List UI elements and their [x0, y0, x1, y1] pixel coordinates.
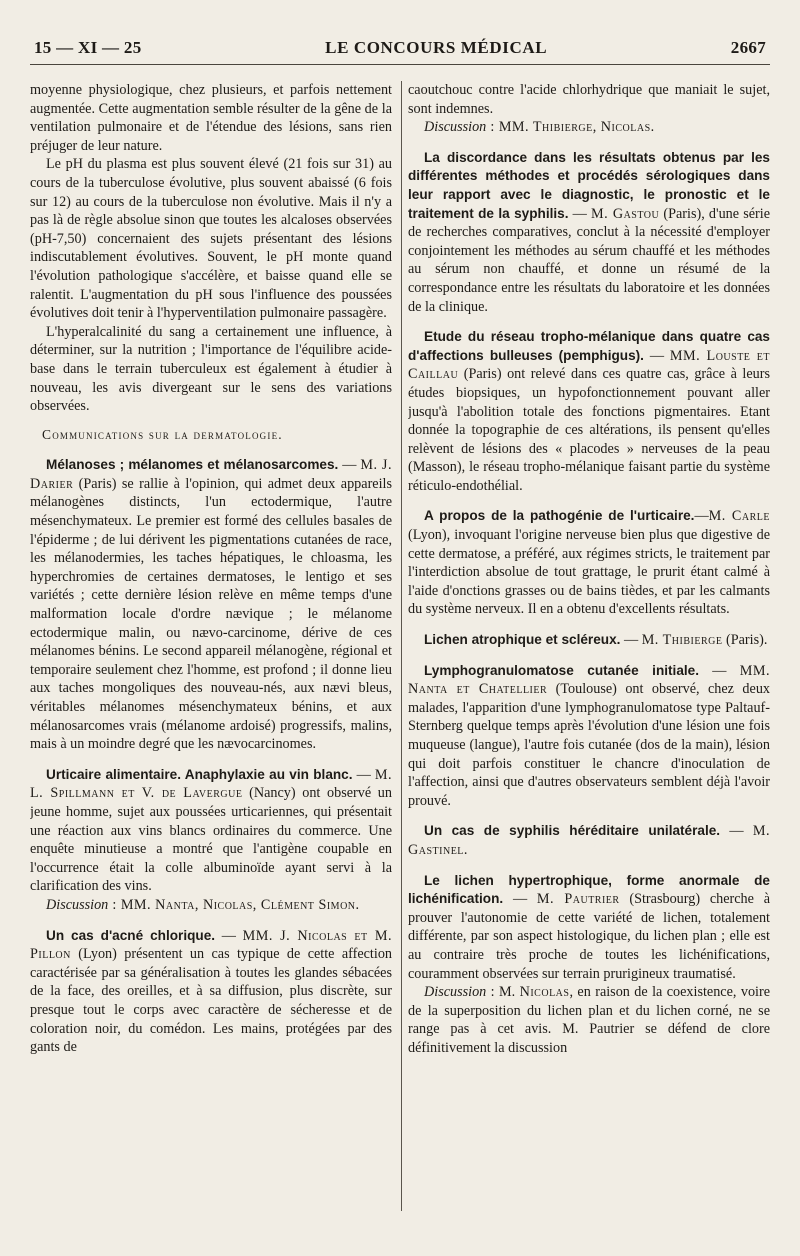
communication-text: (Strasbourg) cherche à prouver l'autonomie de cette variété de lichen, totalement différente, par son aspect histologique, du lichen plan ; elle est au contraire très proche de toutes les lichénifications, couramment observées sur terrain prurigineux traumatisé.	[408, 891, 770, 982]
communication-text: (Paris), d'une série de recherches comparatives, conclut à la nécessité d'employer conjointement les méthodes au sérum chauffé et les méthodes au sérum non chauffé, et donne un résumé de la correspondance entre les résultats du laboratoire et les données de la clinique.	[408, 205, 770, 315]
communication-title: Lymphogranulomatose cutanée initiale.	[424, 662, 699, 678]
author: M. Pautrier	[536, 891, 620, 908]
communication-reseau-tropho-melanique: Etude du réseau tropho-mélanique dans quatre cas d'affections bulleuses (pemphigus). — MM. Louste et Caillau (Paris) ont relevé dans ces quatre cas, grâce à leurs études biopsiques, un hypofonctionnement pouvant aller jusqu'à l'abolition totale des fonctions pigmentaires. Etant donnée la topographie de ces altérations, ils pensent qu'elles relèvent de lésions des « placodes » nerveuses de la peau (Masson), le réseau tropho-mélanique faisant partie du système réticulo-endothélial.	[408, 329, 770, 494]
author: M. J. Darier	[30, 457, 392, 492]
discussion-text: : M.	[486, 984, 520, 1001]
author: M. L. Spillmann et V. de Lavergue	[30, 766, 392, 802]
communication-melanoses: Mélanoses ; mélanomes et mélanosarcomes. — M. J. Darier (Paris) se rallie à l'opinion, qui admet deux appareils mélanogènes distincts, l'un ectodermique, l'autre mésenchymateux. Le premier est formé des cellules basales de l'épiderme ; de lui dérivent les pigmentations cutanées de race, les mélanodermies, les taches hépatiques, le chloasma, les hyperchromies de certaines dermatoses, le lentigo et ses variétés ; cette dernière lésion relève en même temps d'une malformation locale d'ordre nævique ; le mélanome ectodermique malin, ou nævo-carcinome, dérive de ces mélanomes bénins. Le second appareil mélanogène, régional et temporaire seulement chez l'homme, est profond ; il donne lieu aux taches mongoliques des nouveau-nés, aux nævi bleus, véritables mélanomes mésenchymateux bénins, et aux mélanosarcomes vrais (mélanome ardoisé) progressifs, malins, mais à un moindre degré que les nævocarcinomes.	[30, 457, 392, 753]
paragraph: caoutchouc contre l'acide chlorhydrique que maniait le sujet, sont indemnes.	[408, 82, 770, 117]
page-number: 2667	[730, 38, 766, 57]
communication-serologie: La discordance dans les résultats obtenus par les différentes méthodes et procédés sérologiques dans leur rapport avec le diagnostic, le pronostic et le traitement de la syphilis. — M. Gastou (Paris), d'une série de recherches comparatives, conclut à la nécessité d'employer conjointement les méthodes au sérum chauffé et les méthodes au sérum non chauffé, et donne un résumé de la correspondance entre les résultats du laboratoire et les données de la clinique.	[408, 149, 770, 315]
communication-text: (Nancy) ont observé un jeune homme, sujet aux poussées urticariennes, qui présentait une réaction aux vins blancs ordinaires du commerce. Une enquête minutieuse a montré que l'antigène coupable en l'occurrence était la colle albuminoïde ayant servi à la clarification des vins.	[30, 785, 392, 895]
discussion-label: Discussion	[424, 119, 487, 136]
communication-title: Un cas de syphilis héréditaire unilatérale.	[424, 823, 721, 839]
communication-lymphogranulomatose: Lymphogranulomatose cutanée initiale. — MM. Nanta et Chatellier (Toulouse) ont observé, chez deux malades, l'apparition d'une lymphogranulomatose type Paltauf-Sternberg quelque temps après l'évolution d'une lésion une fois muqueuse (langue), l'autre fois cutanée (dos de la main), lésion qui doit parfois constituer le chancre d'inoculation de l'affection, ainsi que d'autres observateurs semblent déjà l'avoir prouvé.	[408, 662, 770, 809]
communication-text: (Lyon) présentent un cas typique de cette affection caractérisée par sa généralisation à toutes les glandes sébacées de la face, des oreilles, et à sa diffusion, plus discrète, sur presque tout le corps avec caractère de sécheresse et de coloration noir, du comédon. Les mains, protégées par des gants de	[30, 946, 392, 1056]
communication-lichen-hypertrophique: Le lichen hypertrophique, forme anormale de lichénification. — M. Pautrier (Strasbourg) cherche à prouver l'autonomie de cette variété de lichen, totalement différente, par son aspect histologique, du lichen plan ; elle est au contraire très proche de toutes les lichénifications, couramment observées sur terrain prurigineux traumatisé.	[408, 872, 770, 982]
communication-urticaire-alimentaire: Urticaire alimentaire. Anaphylaxie au vin blanc. — M. L. Spillmann et V. de Lavergue (Nancy) ont observé un jeune homme, sujet aux poussées urticariennes, qui présentait une réaction aux vins blancs ordinaires du commerce. Une enquête minutieuse a montré que l'antigène coupable en l'occurrence était la colle albuminoïde ayant servi à la clarification des vins.	[30, 766, 392, 895]
communication-title: Un cas d'acné chlorique.	[46, 927, 216, 943]
issue-date: 15 — XI — 25	[34, 38, 142, 57]
author: MM. J. Nicolas et M. Pillon	[30, 927, 392, 963]
communication-lichen-atrophique: Lichen atrophique et scléreux. — M. Thibierge (Paris).	[424, 632, 768, 649]
author: M. Carle	[708, 508, 770, 525]
communication-text: (Paris) se rallie à l'opinion, qui admet deux appareils mélanogènes distincts, l'un ectodermique, l'autre mésenchymateux. Le premier est formé des cellules basales de l'épiderme ; de lui dérivent les pigmentations cutanées de race, les mélanodermies, les taches hépatiques, le chloasma, les hyperchromies de certaines dermatoses, le lentigo et ses variétés ; cette dernière lésion relève en même temps d'une malformation locale d'ordre nævique ; le mélanome ectodermique malin, ou nævo-carcinome, dérive de ces mélanomes bénins. Le second appareil mélanogène, régional et temporaire seulement chez l'homme, est profond ; il donne lieu aux taches mongoliques des nouveau-nés, aux nævi bleus, véritables mélanomes mésenchymateux bénins, et aux mélanosarcomes vrais (mélanome ardoisé) progressifs, malins, mais à un moindre degré que les nævocarcinomes.	[30, 475, 392, 753]
communication-title: La discordance dans les résultats obtenus par les différentes méthodes et procédés sérologiques dans leur rapport avec le diagnostic, le pronostic et le traitement de la syphilis.	[408, 149, 770, 221]
discussion-text: , en raison de la coexistence, voire de la superposition du lichen plan et du lichen corné, ne se range pas à cet avis. M. Pautrier se défend de clore définitivement la discussion	[408, 984, 770, 1056]
communication-title: Etude du réseau tropho-mélanique dans quatre cas d'affections bulleuses (pemphigus).	[408, 329, 770, 363]
communication-title: Urticaire alimentaire. Anaphylaxie au vin blanc.	[46, 766, 353, 782]
section-subheading: Communications sur la dermatologie.	[42, 426, 283, 442]
discussion-line	[30, 896, 392, 915]
discussion-participants: : MM. Thibierge, Nicolas.	[486, 119, 655, 136]
discussion-participant: Nicolas	[519, 984, 570, 1001]
column-divider	[401, 81, 402, 1211]
author: M. Gastou	[591, 205, 660, 222]
author: M. Gastinel.	[408, 823, 770, 858]
discussion-label: Discussion	[424, 984, 487, 1001]
communication-title: Mélanoses ; mélanomes et mélanosarcomes.	[46, 457, 339, 473]
right-column	[408, 81, 770, 1241]
communication-text: (Paris) ont relevé dans ces quatre cas, grâce à leurs études biopsiques, un hypofonctionnement pouvant aller jusqu'à l'abolition totale des fonctions pigmentaires. Etant donnée la topographie de ces altérations, ils pensent qu'elles relèvent de lésions des « placodes » nerveuses de la peau (Masson), le réseau tropho-mélanique faisant partie du système réticulo-endothélial.	[408, 366, 770, 494]
discussion-line	[408, 118, 770, 137]
communication-urticaire: A propos de la pathogénie de l'urticaire.—M. Carle (Lyon), invoquant l'origine nerveuse bien plus que digestive de cette dermatose, a préféré, aux régimes stricts, le traitement par l'interdiction absolue de tout grattage, le prurit étant calmé à l'aide d'onctions grasses ou de bains tièdes, et par les calmants du système nerveux. Il en a obtenu d'excellents résultats.	[408, 508, 770, 618]
communication-text: (Toulouse) ont observé, chez deux malades, l'apparition d'une lymphogranulomatose type Paltauf-Sternberg quelque temps après l'évolution d'une lésion une fois muqueuse (langue), l'autre fois cutanée (dos de la main), lésion qui doit parfois constituer le chancre d'inoculation de l'affection, ainsi que d'autres observateurs semblent déjà l'avoir prouvé.	[408, 681, 770, 809]
left-column	[30, 81, 392, 1241]
paragraph: moyenne physiologique, chez plusieurs, et parfois nettement augmentée. Cette augmentation semble résulter de la gêne de la ventilation pulmonaire et de l'étendue des lésions, sans rien préjuger de leur nature.	[30, 82, 392, 154]
two-column-body	[30, 81, 770, 1241]
communication-syphilis-unilaterale: Un cas de syphilis héréditaire unilatérale. — M. Gastinel.	[408, 823, 770, 858]
discussion-participants: : MM. Nanta, Nicolas, Clément Simon.	[108, 896, 360, 913]
discussion-label: Discussion	[46, 896, 109, 913]
communication-title: Lichen atrophique et scléreux.	[424, 632, 621, 648]
communication-text: (Paris).	[722, 632, 768, 649]
author: M. Thibierge	[641, 632, 723, 649]
journal-title: LE CONCOURS MÉDICAL	[325, 38, 548, 57]
paragraph: Le pH du plasma est plus souvent élevé (21 fois sur 31) au cours de la tuberculose évolutive, plus souvent abaissé (6 fois sur 12) au cours de la tuberculose non évolutive. Mais il n'y a pas là de règle absolue sinon que toutes les alcaloses observées (pH-7,50) concernaient des sujets présentant des lésions indiscutablement évolutives. Souvent, le pH monte quand l'évolution pathologique s'accélère, et baisse quand elle se ralentit. L'augmentation du pH sous l'influence des poussées évolutives doit tenir à l'hyperventilation pulmonaire passagère.	[30, 156, 392, 322]
communication-title: Le lichen hypertrophique, forme anormale de lichénification.	[408, 872, 770, 907]
paragraph: L'hyperalcalinité du sang a certainement une influence, à déterminer, sur la nutrition ; l'importance de l'équilibre acide-base dans le terrain tuberculeux est également à étudier à nouveau, les avis divergeant sur le sens des variations observées.	[30, 323, 392, 415]
running-header	[30, 38, 770, 65]
communication-title: A propos de la pathogénie de l'urticaire.	[424, 508, 695, 524]
author: MM. Nanta et Chatellier	[408, 662, 770, 698]
discussion-line	[408, 983, 770, 1057]
author: MM. Louste et Caillau	[408, 347, 770, 383]
communication-text: (Lyon), invoquant l'origine nerveuse bien plus que digestive de cette dermatose, a préféré, aux régimes stricts, le traitement par l'interdiction absolue de tout grattage, le prurit étant calmé à l'aide d'onctions grasses ou de bains tièdes, et par les calmants du système nerveux. Il en a obtenu d'excellents résultats.	[408, 527, 770, 618]
communication-acne-chlorique: Un cas d'acné chlorique. — MM. J. Nicolas et M. Pillon (Lyon) présentent un cas typique de cette affection caractérisée par sa généralisation à toutes les glandes sébacées de la face, des oreilles, et à sa diffusion, plus discrète, sur presque tout le corps avec caractère de sécheresse et de coloration noir, du comédon. Les mains, protégées par des gants de	[30, 927, 392, 1056]
